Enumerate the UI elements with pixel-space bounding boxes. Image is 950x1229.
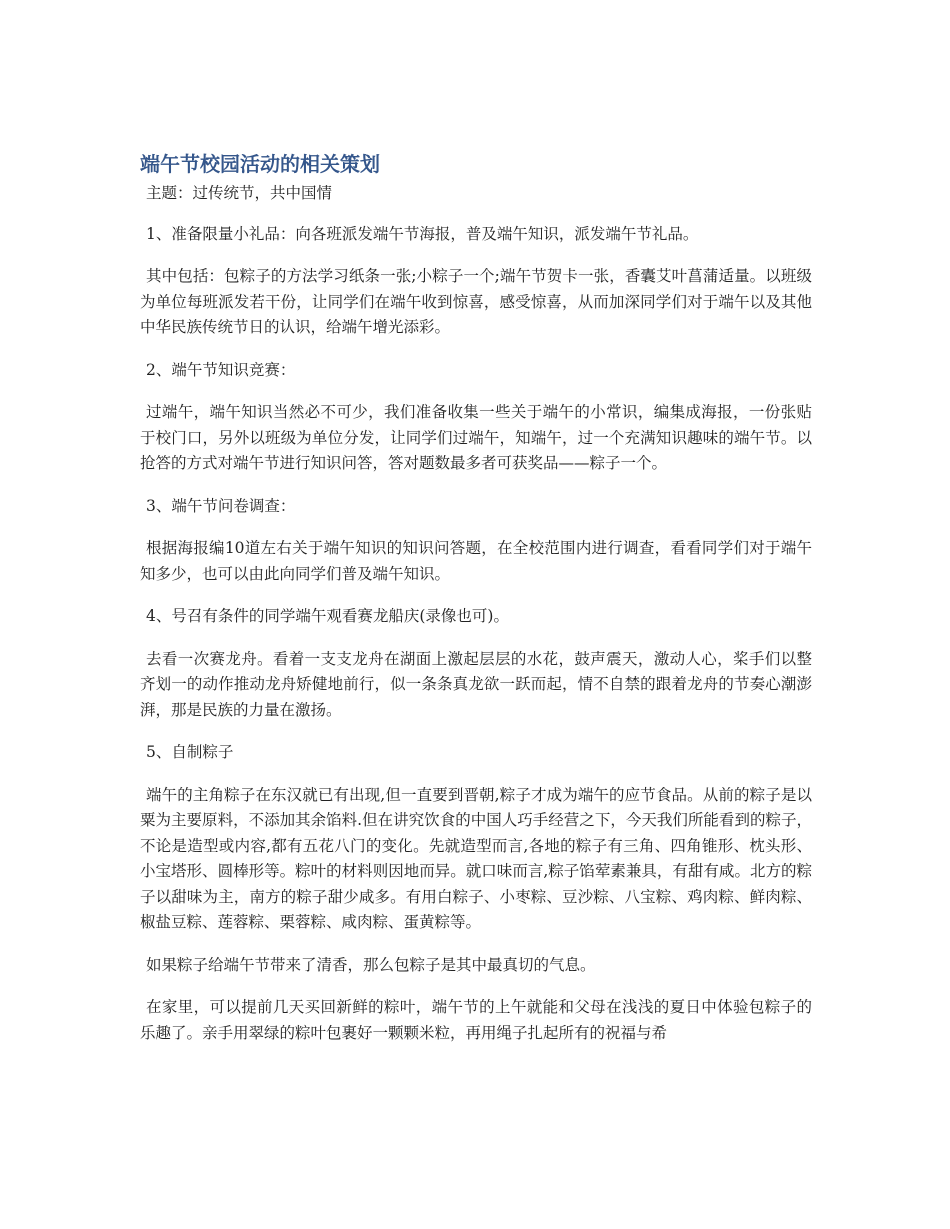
theme-line: 主题：过传统节，共中国情	[146, 184, 333, 202]
section-5-home: 在家里，可以提前几天买回新鲜的粽叶，端午节的上午就能和父母在浅浅的夏日中体验包粽子的乐趣了。亲手用翠绿的粽叶包裹好一颗颗米粒，再用绳子扎起所有的祝福与希	[140, 998, 812, 1042]
section-2-heading: 2、端午节知识竞赛：	[146, 360, 296, 379]
section-3-body: 根据海报编10道左右关于端午知识的知识问答题，在全校范围内进行调查，看看同学们对于端午知多少，也可以由此向同学们普及端午知识。	[140, 539, 812, 583]
section-4-body: 去看一次赛龙舟。看着一支支龙舟在湖面上激起层层的水花，鼓声震天，激动人心，桨手们以整齐划一的动作推动龙舟矫健地前行，似一条条真龙欲一跃而起，情不自禁的跟着龙舟的节奏心潮澎湃，那是民族的力量在激扬。	[140, 649, 812, 719]
section-5-body: 端午的主角粽子在东汉就已有出现,但一直要到晋朝,粽子才成为端午的应节食品。从前的粽子是以粟为主要原料，不添加其余馅料.但在讲究饮食的中国人巧手经营之下，今天我们所能看到的粽子，不论是造型或内容,都有五花八门的变化。先就造型而言,各地的粽子有三角、四角锥形、枕头形、小宝塔形、圆棒形等。粽叶的材料则因地而异。就口味而言,粽子馅荤素兼具，有甜有咸。北方的粽子以甜味为主，南方的粽子甜少咸多。有用白粽子、小枣粽、豆沙粽、八宝粽、鸡肉粽、鲜肉粽、椒盐豆粽、莲蓉粽、栗蓉粽、咸肉粽、蛋黄粽等。	[140, 785, 812, 931]
document-page	[140, 148, 812, 1063]
section-1-heading: 1、准备限量小礼品：向各班派发端午节海报，普及端午知识，派发端午节礼品。	[146, 224, 699, 243]
section-1-body: 其中包括：包粽子的方法学习纸条一张;小粽子一个;端午节贺卡一张，香囊艾叶菖蒲适量。以班级为单位每班派发若干份，让同学们在端午收到惊喜，感受惊喜，从而加深同学们对于端午以及其他中华民族传统节日的认识，给端午增光添彩。	[140, 267, 812, 336]
section-5-note: 如果粽子给端午节带来了清香，那么包粽子是其中最真切的气息。	[146, 955, 596, 974]
document-title: 端午节校园活动的相关策划	[140, 152, 380, 176]
section-4-heading: 4、号召有条件的同学端午观看赛龙船庆(录像也可)。	[146, 607, 509, 625]
section-5-heading: 5、自制粽子	[146, 743, 234, 761]
section-3-heading: 3、端午节问卷调查：	[146, 496, 296, 515]
section-2-body: 过端午，端午知识当然必不可少，我们准备收集一些关于端午的小常识，编集成海报，一份张贴于校门口，另外以班级为单位分发，让同学们过端午，知端午，过一个充满知识趣味的端午节。以抢答的方式对端午节进行知识问答，答对题数最多者可获奖品——粽子一个。	[140, 403, 812, 472]
